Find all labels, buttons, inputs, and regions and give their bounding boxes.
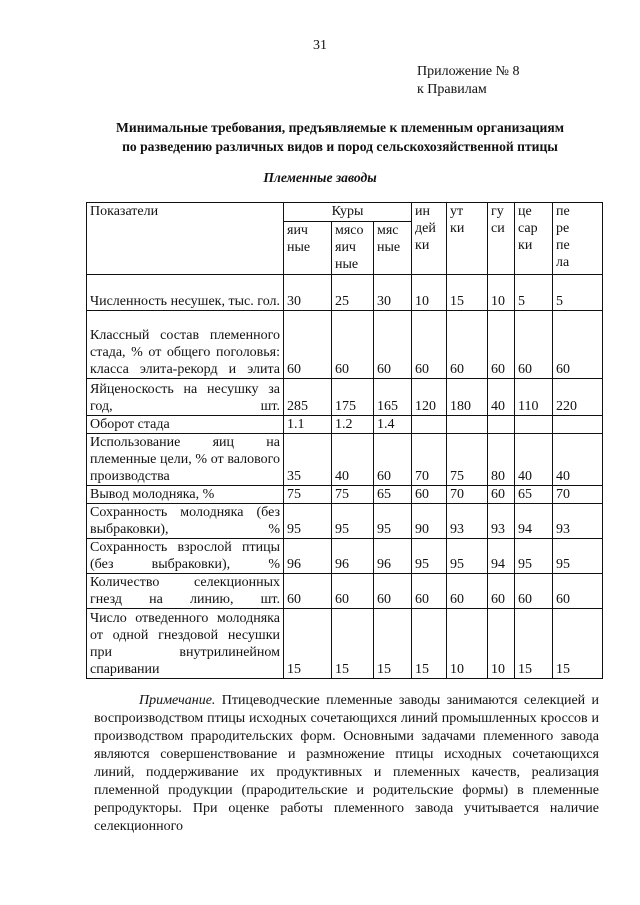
header-turkeys-line: ки: [415, 238, 430, 253]
header-guinea-fowl-line: ки: [518, 238, 533, 253]
header-meat-line: ные: [377, 240, 401, 255]
header-turkeys: [412, 203, 447, 275]
cell-value: 70: [553, 486, 603, 504]
cell-value: 60: [515, 311, 553, 379]
row-label: Использование яиц на племенные цели, % от валового производства: [87, 434, 284, 486]
cell-value: 96: [332, 539, 374, 574]
row-label: Яйценоскость на несушку за год, шт.: [87, 379, 284, 416]
cell-value: 5: [553, 275, 603, 311]
header-guinea-fowl: [515, 203, 553, 275]
title-line-2: по разведению различных видов и пород сельскохозяйственной птицы: [122, 139, 558, 154]
cell-value: 60: [284, 574, 332, 609]
page-number: 31: [313, 38, 327, 53]
cell-value: 180: [447, 379, 488, 416]
section-subtitle: Племенные заводы: [263, 170, 377, 185]
cell-value: 1.2: [332, 416, 374, 434]
cell-value: 285: [284, 379, 332, 416]
cell-value: 70: [412, 434, 447, 486]
cell-value: 40: [515, 434, 553, 486]
cell-value: [412, 416, 447, 434]
cell-value: 60: [553, 574, 603, 609]
header-ducks: [447, 203, 488, 275]
header-meat-egg-line: мясо: [335, 223, 364, 238]
cell-value: 60: [447, 574, 488, 609]
row-label: Оборот стада: [87, 416, 284, 434]
cell-value: 95: [284, 504, 332, 539]
cell-value: 1.1: [284, 416, 332, 434]
cell-value: 60: [374, 574, 412, 609]
cell-value: 40: [332, 434, 374, 486]
cell-value: 60: [374, 311, 412, 379]
cell-value: 110: [515, 379, 553, 416]
appendix-line-2: к Правилам: [417, 82, 487, 97]
header-guinea-fowl-line: сар: [518, 221, 538, 236]
cell-value: 95: [332, 504, 374, 539]
cell-value: 15: [412, 609, 447, 679]
table-row: [87, 504, 603, 539]
table-row: [87, 416, 603, 434]
cell-value: 90: [412, 504, 447, 539]
cell-value: 60: [447, 311, 488, 379]
cell-value: 175: [332, 379, 374, 416]
header-quails-line: ла: [556, 255, 570, 270]
header-chickens: Куры: [284, 203, 412, 222]
cell-value: 65: [515, 486, 553, 504]
cell-value: 165: [374, 379, 412, 416]
cell-value: 35: [284, 434, 332, 486]
table-row: [87, 434, 603, 486]
cell-value: 60: [284, 311, 332, 379]
header-geese-line: си: [491, 221, 505, 236]
cell-value: [447, 416, 488, 434]
appendix-reference: [417, 63, 520, 99]
cell-value: [488, 416, 515, 434]
cell-value: 94: [488, 539, 515, 574]
cell-value: 60: [553, 311, 603, 379]
header-meat-egg-line: яич: [335, 240, 356, 255]
cell-value: 10: [488, 275, 515, 311]
cell-value: 70: [447, 486, 488, 504]
cell-value: 96: [374, 539, 412, 574]
cell-value: 93: [488, 504, 515, 539]
cell-value: 15: [515, 609, 553, 679]
header-quails-line: пе: [556, 238, 570, 253]
header-indicators: Показатели: [87, 203, 284, 275]
cell-value: 220: [553, 379, 603, 416]
cell-value: 15: [374, 609, 412, 679]
cell-value: 93: [447, 504, 488, 539]
header-ducks-line: ут: [450, 204, 464, 219]
cell-value: 60: [412, 574, 447, 609]
header-geese-line: гу: [491, 204, 504, 219]
table-row: [87, 486, 603, 504]
cell-value: 25: [332, 275, 374, 311]
cell-value: 95: [412, 539, 447, 574]
cell-value: 65: [374, 486, 412, 504]
row-label: Вывод молодняка, %: [87, 486, 284, 504]
header-guinea-fowl-line: це: [518, 204, 532, 219]
table-row: [87, 574, 603, 609]
cell-value: 30: [374, 275, 412, 311]
cell-value: 40: [488, 379, 515, 416]
cell-value: 30: [284, 275, 332, 311]
cell-value: 15: [332, 609, 374, 679]
header-turkeys-line: ин: [415, 204, 431, 219]
cell-value: 15: [553, 609, 603, 679]
cell-value: 94: [515, 504, 553, 539]
header-quails-line: пе: [556, 204, 570, 219]
header-egg-line: ные: [287, 240, 311, 255]
cell-value: 95: [447, 539, 488, 574]
header-egg: [284, 222, 332, 275]
note-lead: Примечание.: [139, 693, 216, 708]
note-paragraph: [94, 692, 599, 836]
table-row: [87, 379, 603, 416]
document-title: [60, 118, 620, 156]
cell-value: 60: [412, 486, 447, 504]
requirements-table: [86, 202, 603, 679]
header-meat: [374, 222, 412, 275]
cell-value: 96: [284, 539, 332, 574]
header-meat-line: мяс: [377, 223, 399, 238]
cell-value: 60: [488, 486, 515, 504]
cell-value: 95: [553, 539, 603, 574]
header-egg-line: яич: [287, 223, 308, 238]
cell-value: 40: [553, 434, 603, 486]
appendix-line-1: Приложение № 8: [417, 64, 520, 79]
cell-value: 75: [284, 486, 332, 504]
header-quails: [553, 203, 603, 275]
table-row: [87, 275, 603, 311]
header-meat-egg-line: ные: [335, 257, 359, 272]
row-label: Количество селекционных гнезд на линию, шт.: [87, 574, 284, 609]
cell-value: 120: [412, 379, 447, 416]
cell-value: 10: [488, 609, 515, 679]
table-row: [87, 609, 603, 679]
header-quails-line: ре: [556, 221, 570, 236]
cell-value: 60: [332, 574, 374, 609]
cell-value: 93: [553, 504, 603, 539]
header-ducks-line: ки: [450, 221, 465, 236]
cell-value: 75: [332, 486, 374, 504]
table-row: [87, 539, 603, 574]
row-label: Число отведенного молодняка от одной гнездовой несушки при внутрилинейном спаривании: [87, 609, 284, 679]
cell-value: 60: [332, 311, 374, 379]
cell-value: 10: [447, 609, 488, 679]
row-label: Классный состав племенного стада, % от общего поголовья: класса элита-рекорд и элита: [87, 311, 284, 379]
header-turkeys-line: дей: [415, 221, 436, 236]
cell-value: [515, 416, 553, 434]
row-label: Сохранность молодняка (без выбраковки), %: [87, 504, 284, 539]
cell-value: 5: [515, 275, 553, 311]
cell-value: 60: [515, 574, 553, 609]
row-label: Сохранность взрослой птицы (без выбраковки), %: [87, 539, 284, 574]
header-geese: [488, 203, 515, 275]
note-text: Птицеводческие племенные заводы занимаются селекцией и воспроизводством птицы исходных сочетающихся линий промышленных кроссов и производством прародительских форм. Основными задачами племенного завода являются совершенствование и размножение птицы исходных сочетающихся линий, поддерживание их продуктивных и племенных качеств, реализация племенной продукции (прародительские и родительские формы) в племенные репродукторы. При оценке работы племенного завода учитывается наличие селекционного: [94, 693, 599, 834]
row-label: Численность несушек, тыс. гол.: [87, 275, 284, 311]
cell-value: 10: [412, 275, 447, 311]
cell-value: 60: [374, 434, 412, 486]
title-line-1: Минимальные требования, предъявляемые к племенным организациям: [116, 120, 564, 135]
header-meat-egg: [332, 222, 374, 275]
table-row: [87, 311, 603, 379]
cell-value: 80: [488, 434, 515, 486]
cell-value: 1.4: [374, 416, 412, 434]
cell-value: 95: [374, 504, 412, 539]
cell-value: 75: [447, 434, 488, 486]
cell-value: 60: [488, 574, 515, 609]
cell-value: 15: [447, 275, 488, 311]
cell-value: 95: [515, 539, 553, 574]
cell-value: 60: [488, 311, 515, 379]
cell-value: 15: [284, 609, 332, 679]
cell-value: 60: [412, 311, 447, 379]
cell-value: [553, 416, 603, 434]
